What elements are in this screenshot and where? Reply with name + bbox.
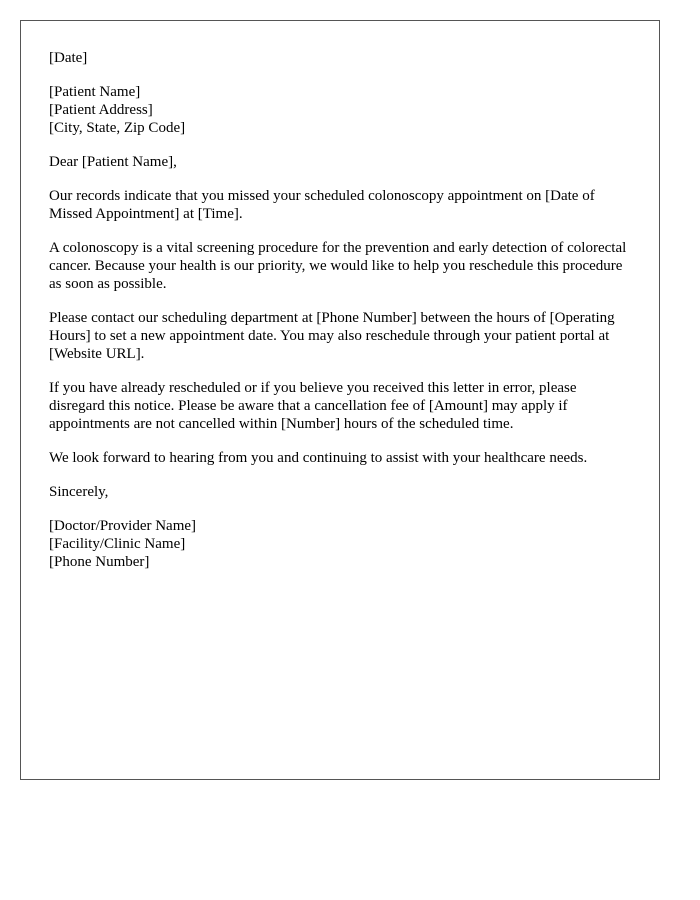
signature-provider: [Doctor/Provider Name] [49, 518, 197, 534]
paragraph-contact: Please contact our scheduling department at [Phone Number] between the hours of [Operating Hours] to set a new appointment date. You may also reschedule through your patient portal at [Website URL]. [49, 310, 615, 362]
paragraph-importance: A colonoscopy is a vital screening procedure for the prevention and early detection of colorectal cancer. Because your health is our priority, we would like to help you reschedule this procedure as soon as possible. [49, 240, 627, 292]
paragraph-disclaimer: If you have already rescheduled or if you believe you received this letter in error, please disregard this notice. Please be aware that a cancellation fee of [Amount] may apply if appointments are not cancelled within [Number] hours of the scheduled time. [49, 380, 577, 432]
closing: Sincerely, [49, 484, 109, 500]
letter-date: [Date] [49, 50, 88, 66]
recipient-address: [Patient Address] [49, 102, 153, 118]
recipient-block [49, 83, 631, 137]
recipient-city-state-zip: [City, State, Zip Code] [49, 120, 186, 136]
letter-page [20, 20, 660, 780]
paragraph-missed-appointment: Our records indicate that you missed your scheduled colonoscopy appointment on [Date of Missed Appointment] at [Time]. [49, 188, 595, 222]
signature-phone: [Phone Number] [49, 554, 150, 570]
recipient-name: [Patient Name] [49, 84, 141, 100]
paragraph-closing-note: We look forward to hearing from you and continuing to assist with your healthcare needs. [49, 450, 588, 466]
signature-facility: [Facility/Clinic Name] [49, 536, 186, 552]
signature-block [49, 517, 631, 571]
salutation: Dear [Patient Name], [49, 154, 177, 170]
